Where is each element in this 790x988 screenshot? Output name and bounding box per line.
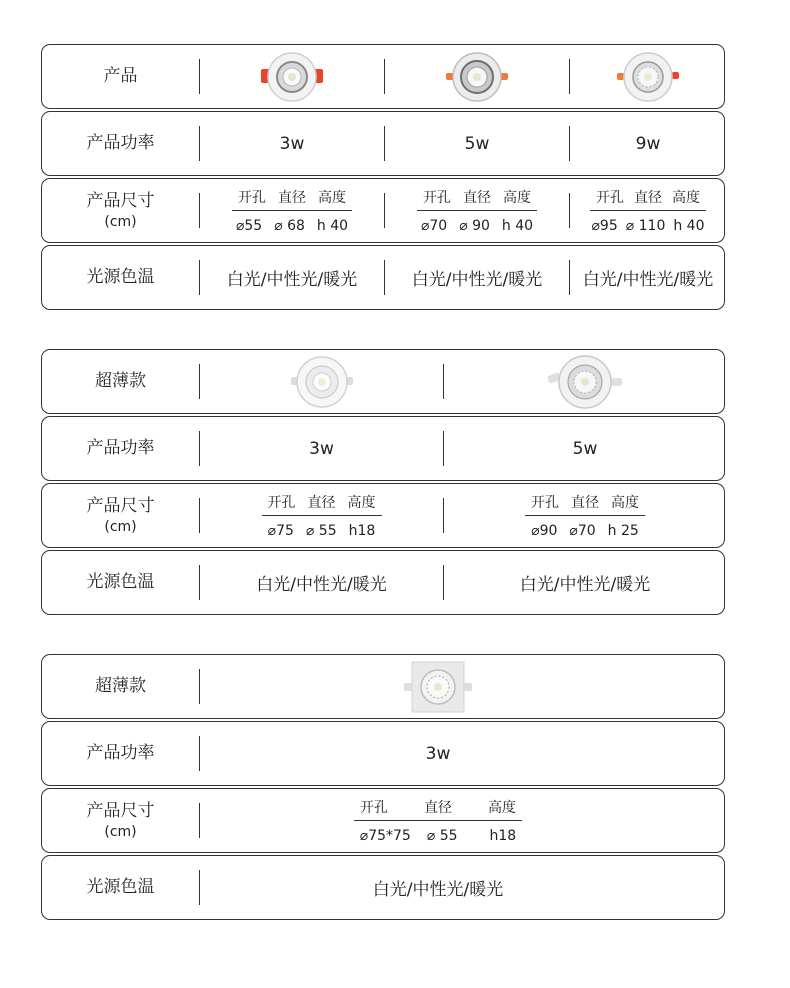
dim-header-height: 高度 [488, 800, 516, 816]
s1-dims-3 [570, 179, 726, 242]
dim-diameter: ⌀ 90 [459, 218, 490, 234]
s3-power-value-1: 3w [425, 743, 451, 764]
size-label-text: 产品尺寸 [86, 800, 155, 821]
dim-header-height: 高度 [503, 190, 531, 206]
dims-values [531, 516, 639, 539]
dim-header-cutout: 开孔 [360, 800, 388, 816]
s1-color-row [41, 245, 725, 310]
dim-height: h 25 [607, 523, 639, 539]
s1-color-value-3: 白光/中性光/暖光 [582, 270, 714, 290]
s2-power-value-1: 3w [309, 438, 334, 459]
dims-values [360, 821, 516, 844]
s1-dims-1 [200, 179, 384, 242]
s3-size-row [41, 788, 725, 853]
dims-values [592, 211, 705, 234]
dim-height: h 40 [501, 218, 534, 234]
s1-size-label [42, 179, 199, 242]
s1-power-value-1: 3w [279, 133, 305, 154]
downlight-icon [402, 661, 474, 713]
dim-header-diameter: 直径 [571, 495, 599, 511]
s2-color-label: 光源色温 [86, 572, 155, 593]
dim-cutout: ⌀75 [267, 523, 294, 539]
downlight-icon [547, 354, 623, 410]
s2-color-row [41, 550, 725, 615]
s3-color-row [41, 855, 725, 920]
dim-diameter: ⌀ 55 [426, 828, 458, 844]
s1-power-row [41, 111, 725, 176]
dim-header-cutout: 开孔 [531, 495, 559, 511]
dims-values [236, 211, 348, 234]
s2-product-image-2 [444, 350, 726, 413]
s2-color-value-1: 白光/中性光/暖光 [256, 575, 387, 595]
dims-header [232, 187, 352, 211]
s1-product-image-3 [570, 45, 726, 108]
dims-header [525, 492, 645, 516]
dims-header [262, 492, 382, 516]
s3-size-label [42, 789, 199, 852]
s1-product-image-2 [385, 45, 569, 108]
size-label-text: 产品尺寸 [86, 190, 155, 211]
s1-power-label: 产品功率 [86, 133, 155, 154]
dim-header-cutout: 开孔 [423, 190, 451, 206]
s3-color-value-1: 白光/中性光/暖光 [372, 880, 504, 900]
dim-height: h18 [348, 523, 376, 539]
dims-values [268, 516, 376, 539]
s2-power-row [41, 416, 725, 481]
size-unit: (cm) [104, 823, 137, 840]
dims-header [590, 187, 706, 211]
dim-header-cutout: 开孔 [267, 495, 296, 511]
downlight-icon [259, 51, 325, 103]
dim-header-diameter: 直径 [424, 800, 452, 816]
s2-power-label: 产品功率 [86, 438, 155, 459]
s1-product-row [41, 44, 725, 109]
s1-color-value-2: 白光/中性光/暖光 [411, 270, 543, 290]
dims-values [421, 211, 533, 234]
dim-header-cutout: 开孔 [238, 190, 266, 206]
s3-power-row [41, 721, 725, 786]
size-unit: (cm) [104, 213, 137, 230]
s1-power-value-2: 5w [464, 133, 490, 154]
dim-diameter: ⌀ 55 [305, 523, 337, 539]
dim-header-height: 高度 [347, 495, 376, 511]
s2-size-label [42, 484, 199, 547]
dim-height: h 40 [673, 218, 705, 234]
s2-dims-1 [200, 484, 443, 547]
dim-cutout: ⌀90 [531, 523, 558, 539]
s2-dims-2 [444, 484, 726, 547]
dim-diameter: ⌀70 [569, 523, 596, 539]
s2-power-value-2: 5w [572, 438, 598, 459]
s1-dims-2 [385, 179, 569, 242]
s2-size-row [41, 483, 725, 548]
s3-product-label: 超薄款 [95, 676, 146, 697]
dim-header-diameter: 直径 [278, 190, 306, 206]
dim-header-height: 高度 [611, 495, 639, 511]
size-label-text: 产品尺寸 [86, 495, 155, 516]
dim-cutout: ⌀95 [591, 218, 618, 234]
dims-header [354, 797, 522, 821]
dim-header-height: 高度 [318, 190, 346, 206]
s1-size-row [41, 178, 725, 243]
s3-dims-1 [200, 789, 676, 852]
dim-header-height: 高度 [672, 190, 700, 206]
dim-header-diameter: 直径 [463, 190, 491, 206]
size-unit: (cm) [104, 518, 137, 535]
s1-product-image-1 [200, 45, 384, 108]
dim-cutout: ⌀55 [235, 218, 263, 234]
s2-color-value-2: 白光/中性光/暖光 [519, 575, 651, 595]
downlight-icon [617, 51, 679, 103]
downlight-icon [289, 355, 355, 409]
s1-product-label: 产品 [103, 66, 138, 87]
s3-product-row [41, 654, 725, 719]
s2-product-label: 超薄款 [95, 371, 146, 392]
downlight-icon [446, 51, 508, 103]
s1-color-value-1: 白光/中性光/暖光 [226, 270, 358, 290]
dim-cutout: ⌀75*75 [359, 828, 411, 844]
dim-height: h18 [489, 828, 517, 844]
s1-power-value-3: 9w [635, 133, 661, 154]
dim-header-diameter: 直径 [307, 495, 336, 511]
dim-diameter: ⌀ 110 [625, 218, 666, 234]
s3-power-label: 产品功率 [86, 743, 155, 764]
s2-product-image-1 [200, 350, 443, 413]
s2-product-row [41, 349, 725, 414]
dims-header [417, 187, 537, 211]
dim-header-cutout: 开孔 [596, 190, 624, 206]
dim-diameter: ⌀ 68 [274, 218, 305, 234]
dim-header-diameter: 直径 [634, 190, 662, 206]
dim-cutout: ⌀70 [420, 218, 448, 234]
s1-color-label: 光源色温 [86, 267, 155, 288]
s3-color-label: 光源色温 [86, 877, 155, 898]
s3-product-image-1 [200, 655, 676, 718]
dim-height: h 40 [316, 218, 349, 234]
